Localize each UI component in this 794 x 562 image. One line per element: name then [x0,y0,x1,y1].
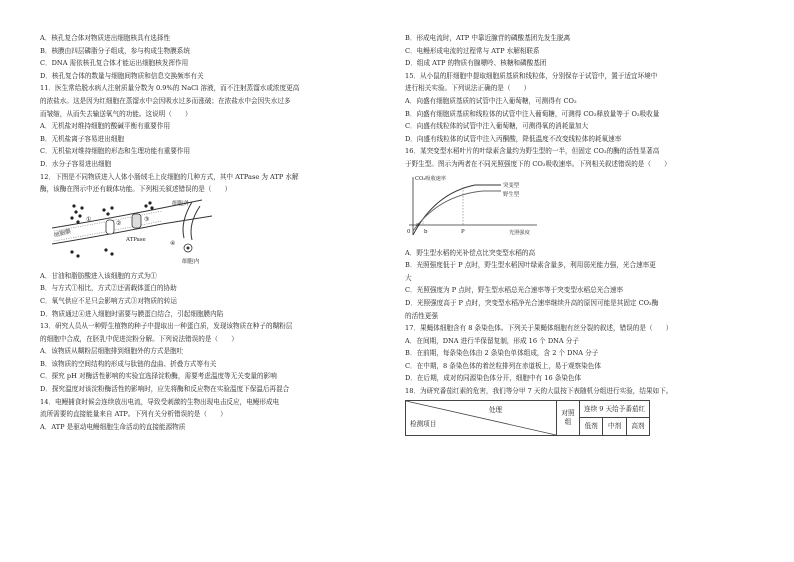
q12-option-d: D．物质通过④进入细胞时需要与膜蛋白结合，引起细胞膜内陷 [40,309,224,318]
label-n3: ③ [144,215,150,223]
q13-stem-1: 13．研究人员从一种野生植物的种子中提取出一种蛋白质，发现该物质在种子的糊粉层 [40,322,293,331]
q15-option-d: D．向盛有线粒体的试管中注入丙酮酸，降低温度不改变线粒体的耗氧速率 [405,134,622,143]
header-item: 检测项目 [410,420,437,429]
q17-option-b: B．在前期，每条染色体由 2 条染色单体组成，含 2 个 DNA 分子 [405,349,599,358]
q16-option-c: C．光照强度为 P 点时，野生型水稻总光合速率等于突变型水稻总光合速率 [405,286,624,295]
q16-option-b-cont: 大 [405,273,412,282]
label-inside: 细胞内 [182,258,200,265]
legend-mutant: 突变型 [503,182,520,189]
q15-option-c: C．向盛有线粒体的试管中注入葡萄糖，可测得氧的消耗量加大 [405,122,589,131]
header-group: 连续 9 天给予番茄红 [580,400,650,418]
q12-option-a: A．甘油和脂肪酸进入该细胞的方式为① [40,271,157,280]
q12-option-b: B．与方式①相比，方式②还需载体蛋白的协助 [40,284,177,293]
left-column [40,32,400,433]
q14-option-c: C．电鳗形成电流的过程常与 ATP 水解相联系 [405,46,540,55]
q11-option-d: D．水分子容易进出细胞 [40,159,112,168]
q12-option-c: C．氧气供应不足只会影响方式③对物质的转运 [40,296,177,305]
q11-option-a: A．无机盐对维持细胞的酸碱平衡有重要作用 [40,122,171,131]
label-outside: 细胞外 [172,200,190,207]
q12-stem-1: 12．下图是不同物质进入人体小肠绒毛上皮细胞的几种方式，其中 ATPase 为 ATP 水解 [40,172,299,181]
header-mid: 中剂 [603,418,626,436]
label-membrane: 细胞膜 [53,228,72,239]
membrane-transport-figure [52,198,217,266]
point-b: b [424,228,428,235]
q17-option-c: C．在中期，8 条染色体的着丝粒排列在赤道板上，易于观察染色体 [405,361,601,370]
q16-stem-1: 16．某突变型水稻叶片的叶绿素含量约为野生型的一半，但固定 CO₂的酶的活性显著高 [405,147,660,156]
q16-option-d: D．光照强度高于 P 点时，突变型水稻净光合速率继续升高的原因可能是其固定 CO₂酶 [405,298,659,307]
label-n1: ① [86,215,92,223]
co2-absorption-graph [405,173,545,243]
q10-option-a: A．核孔复合体对物质进出细胞核具有选择性 [40,34,171,42]
q12-stem-2: 酶，该酶在图示中还有载体功能。下列相关叙述错误的是（ ） [40,185,232,194]
q14-stem-1: 14．电鳗捕食时候会连续放出电流，导致受刺激的生物出现电击反应，电鳗形成电 [40,397,280,406]
label-n4: ④ [170,239,176,247]
q16-option-b: B．光照强度低于 P 点时，野生型水稻因叶绿素含量多，利用弱光能力强，光合速率更 [405,261,656,270]
q18-stem: 18．为研究番茄红素的危害，我们等分甲 7 天的大鼠按下表随机分组进行实验，结果如下。 [405,387,673,396]
q11-option-c: C．无机盐对维持细胞的形态和生理功能有重要作用 [40,147,191,156]
q13-option-d: D．探究温度对该淀粉酶活性的影响时，应先将酶和反应物在实验温度下保温后再混合 [40,385,290,394]
origin: 0 [407,228,411,235]
q14-option-a: A．ATP 是驱动电鳗细胞生命活动的直接能源物质 [40,422,186,431]
q13-option-a: A．该物质从糊粉层细胞排到细胞外的方式是胞吐 [40,347,184,356]
q11-stem-1: 11．医生常给脱水病人注射质量分数为 0.9%的 NaCl 溶液，而不注射蒸馏水或浓度更高 [40,84,300,93]
q16-stem-2: 于野生型。图示为两者在不同光照强度下的 CO₂吸收速率。下列相关叙述错误的是（ ） [405,159,671,168]
q17-stem: 17．果蝇体细胞含有 8 条染色体。下列关于果蝇体细胞有丝分裂的叙述，错误的是（ ） [405,324,673,333]
q13-stem-2: 的细胞中合成，在胚乳中促进淀粉分解。下列说法错误的是（ ） [40,334,238,343]
q14-option-b: B．形成电流时，ATP 中靠近腺苷的磷酸基团先发生脱离 [405,34,571,42]
header-control: 对照组 [557,400,580,435]
q16-option-a: A．野生型水稻的光补偿点比突变型水稻的高 [405,248,536,257]
right-column [405,32,765,436]
q14-stem-2: 流所需要的直接能量来自 ATP。下列有关分析错误的是（ ） [40,410,227,419]
legend-wild: 野生型 [503,191,520,198]
q15-stem-1: 15．从小鼠的肝细胞中提取细胞质基质和线粒体，分别保存于试管中，置于适宜环境中 [405,71,658,80]
graph-xlabel: 光照强度 [509,229,530,236]
q11-stem-2: 的浓盐水。这是因为红细胞在蒸馏水中会因吸水过多而涨破；在浓盐水中会因失水过多 [40,96,291,105]
q17-option-d: D．在后期，成对的同源染色体分开，细胞中有 16 条染色体 [405,374,582,383]
q11-option-b: B．无机盐离子容易进出细胞 [40,134,124,143]
experiment-table [405,400,650,436]
q15-option-a: A．向盛有细胞质基质的试管中注入葡萄糖，可测得有 CO₂ [405,96,577,105]
graph-ylabel: CO₂吸收速率 [415,175,447,182]
header-diagonal-cell [406,400,557,435]
q10-option-b: B．核膜由四层磷脂分子组成，参与构成生物膜系统 [40,46,190,55]
q10-option-c: C．DNA 需依核孔复合体才能运出细胞核发挥作用 [40,59,189,68]
q13-option-b: B．该物质的空间结构的形成与肽链的盘曲、折叠方式等有关 [40,359,217,368]
q13-option-c: C．探究 pH 对酶活性影响的实验宜选择淀粉酶，需要考虑温度等无关变量的影响 [40,372,277,381]
header-high: 高剂 [626,418,649,436]
point-a: a [416,221,420,228]
q15-stem-2: 进行相关实验。下列说法正确的是（ ） [405,84,531,93]
label-n2: ② [116,219,122,227]
point-p: P [461,228,465,235]
q11-stem-3: 而皱缩，从而失去输送氧气的功能。这说明（ ） [40,109,192,118]
q15-option-b: B．向盛有细胞质基质和线粒体的试管中注入葡萄糖，可测得 CO₂释放量等于 O₂吸收量 [405,109,660,118]
q16-option-d-cont: 的活性更强 [405,311,438,320]
header-low: 低剂 [580,418,603,436]
label-atpase: ATPase [126,236,146,243]
q14-option-d: D．组成 ATP 的物质有腺嘌呤、核糖和磷酸基团 [405,59,547,68]
q17-option-a: A．在间期，DNA 进行半保留复制，形成 16 个 DNA 分子 [405,336,579,345]
header-treat: 处理 [488,405,502,414]
q10-option-d: D．核孔复合体的数量与细胞间物质和信息交换频率有关 [40,71,204,80]
